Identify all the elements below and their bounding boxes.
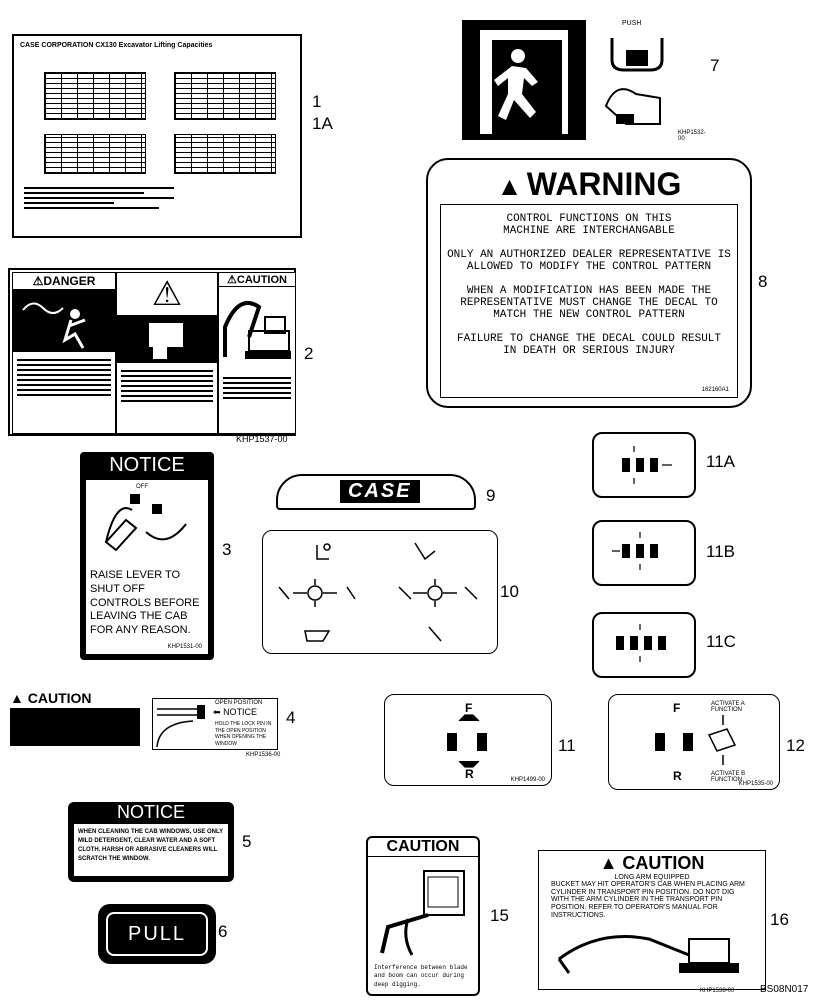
caution16-code: KHP1538-00: [700, 988, 735, 994]
caution-text-lines: [219, 370, 295, 406]
notice-lever-decal: [80, 452, 214, 660]
lifting-table-1: [44, 72, 146, 120]
callout-16: 16: [770, 910, 789, 929]
callout-5: 5: [242, 832, 252, 851]
notice3-text: RAISE LEVER TO SHUT OFF CONTROLS BEFORE LEAVING THE CAB FOR ANY REASON.: [90, 569, 200, 636]
joystick-decal-11b: [592, 520, 696, 586]
caution4-black-panel: [10, 708, 140, 746]
notice4-heading-row: [213, 707, 257, 718]
lifting-capacity-decal: [12, 34, 302, 238]
warning-p2: ONLY AN AUTHORIZED DEALER REPRESENTATIVE IS ALLOWED TO MODIFY THE CONTROL PATTERN: [447, 249, 731, 273]
decal12-f: F: [673, 701, 681, 715]
callout-8: 8: [758, 272, 768, 291]
notice5-heading: NOTICE: [116, 802, 185, 822]
joystick-pattern-11c-icon: [594, 614, 694, 676]
notice3-heading: NOTICE: [109, 454, 185, 476]
decal12-code: KHP1535-00: [738, 781, 773, 787]
lifting-table-3: [44, 134, 146, 174]
caution16-text: BUCKET MAY HIT OPERATOR'S CAB WHEN PLACING ARM CYLINDER IN TRANSPORT PIN POSITION. DO NOT DIG WITH THE ARM CYLINDER IN THE TRANSPORT PIN POSITION. REFER TO OPERATOR'S MANUAL FOR INSTRUCTIONS.: [551, 881, 745, 919]
callout-1a: 1A: [312, 114, 333, 133]
caution16-triangle-icon: ▲: [599, 853, 618, 873]
lifting-table-2: [174, 72, 276, 120]
notice5-body: [74, 824, 228, 876]
callout-15: 15: [490, 906, 509, 925]
callout-11: 11: [558, 736, 576, 755]
case-logo-decal: [276, 474, 476, 510]
notice-cab-windows-decal: [68, 802, 234, 882]
notice3-off-label: OFF: [136, 484, 148, 490]
danger-panel: [12, 272, 116, 434]
exit-code: KHP1532-00: [678, 130, 706, 142]
warning-text-panel: [440, 204, 738, 398]
decal12-r: R: [673, 769, 682, 783]
callout-11b: 11B: [706, 542, 735, 561]
notice4-decal: [152, 698, 278, 750]
caution4-heading-row: [10, 690, 92, 706]
lock-pin-icon: [153, 699, 211, 749]
joystick-decal-11a: [592, 432, 696, 498]
electrocution-icon: [13, 290, 115, 352]
long-arm-excavator-icon: [539, 919, 765, 979]
caution-triangle-icon: ⚠: [227, 274, 237, 286]
decal11-r: R: [465, 767, 474, 781]
manual-panel: [116, 272, 218, 434]
danger-label-bar: [13, 273, 115, 290]
notice4-arrow-icon: ⬅: [213, 707, 221, 717]
warning-heading: WARNING: [526, 166, 682, 202]
caution15-heading: CAUTION: [368, 838, 478, 857]
push-handle-decal: [596, 20, 706, 142]
lock-lever-icon: [86, 480, 208, 558]
caution16-heading: CAUTION: [622, 853, 705, 873]
caution-blade-decal: [366, 836, 480, 996]
decal12-activate-b: ACTIVATE B FUNCTION: [711, 771, 746, 783]
warning-heading-row: [428, 166, 750, 203]
excavator-blade-icon: [368, 857, 478, 957]
joystick-decal-11: [384, 694, 552, 786]
danger-caution-code: KHP1537-00: [236, 434, 288, 444]
caution15-text: Interference between blade and boom can occur during deep digging.: [374, 964, 468, 988]
danger-caution-decal: [8, 268, 296, 436]
decal11-f: F: [465, 701, 473, 715]
callout-3: 3: [222, 540, 232, 559]
callout-9: 9: [486, 486, 496, 505]
manual-text-lines: [117, 363, 217, 409]
callout-10: 10: [500, 582, 519, 601]
warning-decal: [426, 158, 752, 408]
push-label: PUSH: [622, 20, 642, 27]
caution4-triangle-icon: ▲: [10, 690, 24, 706]
notice4-heading: NOTICE: [223, 707, 258, 717]
joystick-decal-11c: [592, 612, 696, 678]
caution-label-bar: [219, 273, 295, 287]
notice3-code: KHP1531-00: [167, 644, 202, 650]
exit-sign: [462, 20, 586, 140]
case-logo-text: CASE: [340, 480, 420, 503]
caution16-sub: LONG ARM EQUIPPED: [614, 874, 690, 881]
running-man-icon: [462, 20, 586, 140]
callout-1: 1: [312, 92, 322, 111]
lifting-notes: [24, 184, 174, 212]
lifting-table-4: [174, 134, 276, 174]
callout-11a: 11A: [706, 452, 735, 471]
lifting-capacity-title: CASE CORPORATION CX130 Excavator Lifting Capacities: [20, 42, 213, 49]
callout-2: 2: [304, 344, 314, 363]
callout-4: 4: [286, 708, 296, 727]
danger-label: DANGER: [43, 274, 96, 288]
caution-label: CAUTION: [236, 274, 287, 286]
joystick-pattern-11a-icon: [594, 434, 694, 496]
figure-code: BS08N017: [760, 984, 809, 995]
notice3-body: [86, 480, 208, 654]
caution4-heading: CAUTION: [27, 690, 92, 706]
warning-triangle-icon: ▲: [496, 171, 523, 201]
joystick-12-icon: [609, 695, 779, 789]
warning-p1: CONTROL FUNCTIONS ON THIS MACHINE ARE INTERCHANGABLE: [503, 213, 675, 237]
alert-triangle-icon: ⚠: [151, 275, 183, 313]
caution16-heading-row: [539, 853, 765, 874]
decal12-activate-a: ACTIVATE A FUNCTION: [711, 701, 745, 713]
danger-text-lines: [13, 352, 115, 403]
callout-6: 6: [218, 922, 228, 941]
read-manual-icon: [117, 315, 217, 363]
door-handle-icon: [596, 20, 676, 130]
pull-decal: [98, 904, 216, 964]
danger-triangle-icon: ⚠: [32, 274, 44, 288]
notice5-text: WHEN CLEANING THE CAB WINDOWS, USE ONLY MILD DETERGENT, CLEAR WATER AND A SOFT CLOTH. HARSH OR ABRASIVE CLEANERS WILL SCRATCH THE WINDOW.: [78, 829, 224, 862]
joystick-pattern-11b-icon: [594, 522, 694, 584]
caution-panel: [218, 272, 296, 434]
callout-7: 7: [710, 56, 720, 75]
warning-code: 162160A1: [701, 387, 729, 393]
control-pattern-icons: [263, 531, 497, 653]
notice4-open-label: OPEN POSITION: [215, 700, 263, 706]
warning-p4: FAILURE TO CHANGE THE DECAL COULD RESULT IN DEATH OR SERIOUS INJURY: [456, 333, 722, 357]
excavator-icon: [219, 287, 295, 365]
callout-11c: 11C: [706, 632, 736, 651]
control-pattern-decal: [262, 530, 498, 654]
decal11-code: KHP1499-00: [510, 777, 545, 783]
notice4-text: HOLD THE LOCK PIN IN THE OPEN POSITION WHEN OPENING THE WINDOW: [215, 721, 272, 747]
pull-text: PULL: [106, 912, 208, 956]
caution-long-arm-decal: [538, 850, 766, 990]
notice4-code: KHP1536-00: [246, 752, 281, 758]
joystick-decal-12: [608, 694, 780, 790]
callout-12: 12: [786, 736, 805, 755]
warning-p3: WHEN A MODIFICATION HAS BEEN MADE THE REPRESENTATIVE MUST CHANGE THE DECAL TO MATCH THE NEW CONTROL PATTERN: [460, 285, 718, 321]
